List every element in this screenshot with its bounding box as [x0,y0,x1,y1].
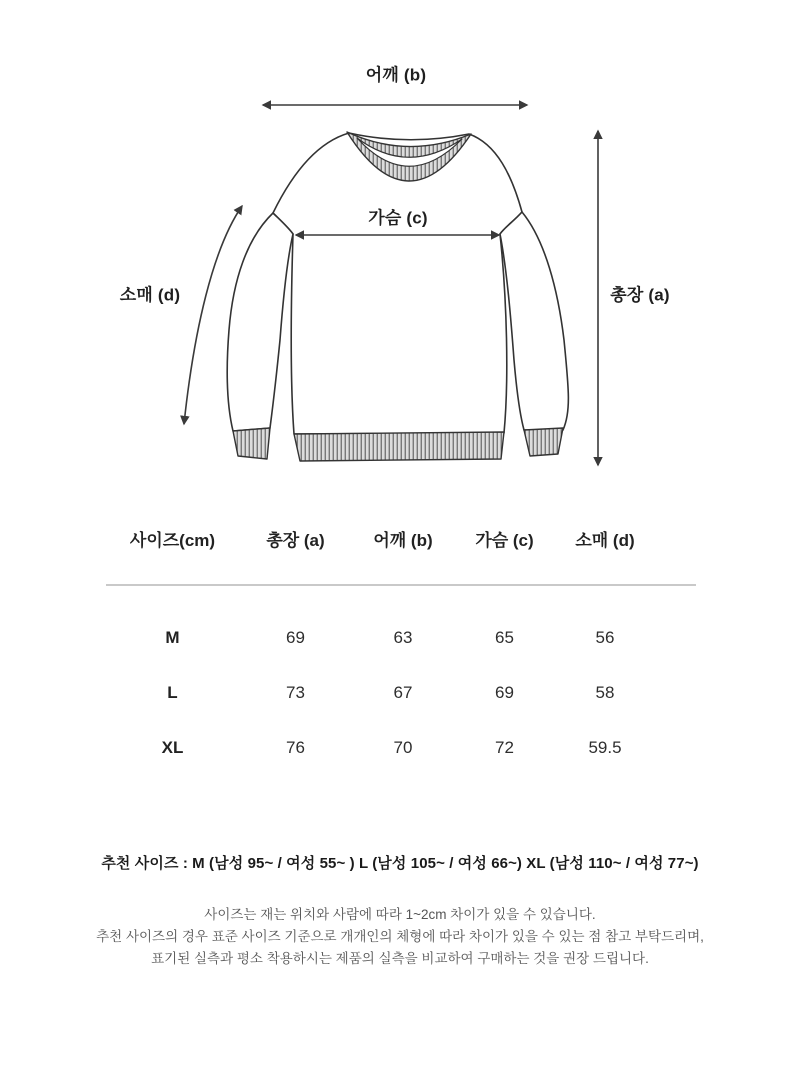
recommended-size-text: 추천 사이즈 : M (남성 95~ / 여성 55~ ) L (남성 105~ / 여성 66~) XL (남성 110~ / 여성 77~) [101,855,699,872]
size-table-header [106,518,696,564]
left-cuff-rib [233,428,270,459]
right-cuff-rib [524,428,563,456]
row-m-shoulder: 63 [393,627,413,647]
header-sleeve: 소매 (d) [575,531,635,550]
row-m-length: 69 [286,627,305,647]
row-m-sleeve: 56 [595,627,615,647]
header-size: 사이즈(cm) [129,531,216,550]
row-l-chest: 69 [495,682,514,702]
chest-label: 가슴 (c) [368,208,428,228]
table-row-xl [106,720,696,775]
row-l-sleeve: 58 [595,682,615,702]
table-row-m [106,610,696,665]
header-chest: 가슴 (c) [475,531,534,550]
size-notes [0,904,800,970]
row-xl-sleeve: 59.5 [588,737,622,757]
length-label: 총장 (a) [610,285,670,305]
row-l-size: L [167,682,178,702]
row-xl-length: 76 [286,737,305,757]
header-length: 총장 (a) [266,531,325,550]
size-table-body [106,586,696,775]
sleeve-label: 소매 (d) [119,285,181,305]
shoulder-label: 어깨 (b) [365,65,427,85]
row-m-chest: 65 [495,627,514,647]
row-l-shoulder: 67 [393,682,413,702]
table-row-l [106,665,696,720]
row-xl-shoulder: 70 [393,737,413,757]
note-line-3: 표기된 실측과 평소 착용하시는 제품의 실측을 비교하여 구매하는 것을 권장 드립니다. [151,951,649,966]
header-shoulder: 어깨 (b) [373,531,433,550]
note-line-1: 사이즈는 재는 위치와 사람에 따라 1~2cm 차이가 있을 수 있습니다. [204,907,596,922]
size-table [106,518,696,775]
hem-rib [294,432,504,461]
row-m-size: M [165,627,180,647]
row-l-length: 73 [286,682,305,702]
note-line-2: 추천 사이즈의 경우 표준 사이즈 기준으로 개개인의 체형에 따라 차이가 있을 수 있는 점 참고 부탁드리며, [96,929,704,944]
garment-measure-diagram [0,0,800,505]
right-sleeve [500,212,568,430]
row-xl-chest: 72 [495,737,514,757]
left-sleeve [227,213,293,431]
row-xl-size: XL [161,737,184,757]
